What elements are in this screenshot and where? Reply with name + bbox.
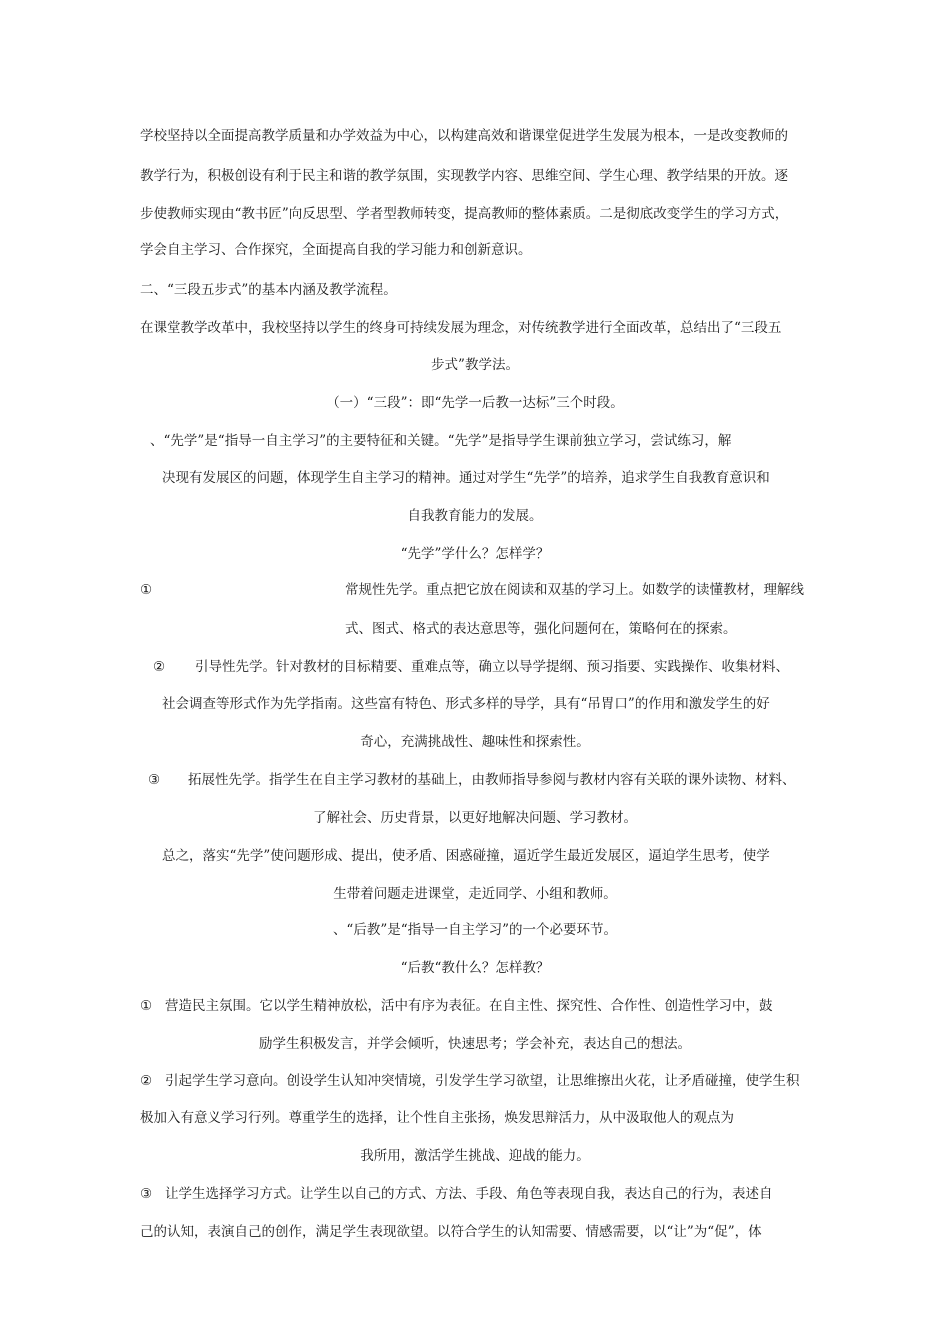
subsection-heading: 、“后教”是“指导一自主学习”的一个必要环节。 <box>332 922 618 938</box>
text-line: 营造民主氛围。它以学生精神放松，活中有序为表征。在自主性、探究性、合作性、创造性学习中，鼓 <box>165 998 773 1014</box>
question-heading: “后教“教什么？怎样教？ <box>400 960 550 976</box>
text-line: 社会调查等形式作为先学指南。这些富有特色、形式多样的导学，具有“吊胃口”的作用和激发学生的好 <box>162 696 770 712</box>
text-line: 引导性先学。针对教材的目标精要、重难点等，确立以导学提纲、预习指要、实践操作、收集材料、 <box>195 659 789 675</box>
list-number: ① <box>140 998 153 1014</box>
text-line: 在课堂教学改革中，我校坚持以学生的终身可持续发展为理念，对传统教学进行全面改革，总结出了“三段五 <box>140 320 782 336</box>
question-heading: “先学”学什么？怎样学？ <box>400 546 550 562</box>
text-line: 学校坚持以全面提高教学质量和办学效益为中心，以构建高效和谐课堂促进学生发展为根本，一是改变教师的 <box>140 128 788 144</box>
subsection-heading: （一）“三段”：即“先学一后教一达标”三个时段。 <box>326 395 624 411</box>
text-line: 自我教育能力的发展。 <box>407 508 543 524</box>
list-number: ③ <box>140 1186 153 1202</box>
text-line: 让学生选择学习方式。让学生以自己的方式、方法、手段、角色等表现自我，表达自己的行为，表述自 <box>165 1186 773 1202</box>
text-line: 总之，落实“先学”使问题形成、提出，使矛盾、困惑碰撞，逼近学生最近发展区，逼迫学生思考，使学 <box>162 848 770 864</box>
text-line: 己的认知，表演自己的创作，满足学生表现欲望。以符合学生的认知需要、情感需要，以“让”为“促”，体 <box>140 1224 762 1240</box>
text-line: 教学行为，积极创设有利于民主和谐的教学氛围，实现教学内容、思维空间、学生心理、教学结果的开放。逐 <box>140 168 788 184</box>
text-line: 学会自主学习、合作探究，全面提高自我的学习能力和创新意识。 <box>140 242 532 258</box>
list-number: ② <box>140 1073 153 1089</box>
text-line: 步式”教学法。 <box>431 357 519 373</box>
text-line: 步使教师实现由“教书匠”向反思型、学者型教师转变，提高教师的整体素质。二是彻底改变学生的学习方式， <box>140 206 789 222</box>
text-line: 生带着问题走进课堂，走近同学、小组和教师。 <box>333 886 617 902</box>
text-line: 、“先学”是“指导一自主学习”的主要特征和关键。“先学”是指导学生课前独立学习，尝试练习，解 <box>150 433 732 449</box>
text-line: 我所用，激活学生挑战、迎战的能力。 <box>360 1148 590 1164</box>
text-line: 极加入有意义学习行列。尊重学生的选择，让个性自主张扬，焕发思辩活力，从中汲取他人的观点为 <box>140 1110 734 1126</box>
text-line: 拓展性先学。指学生在自主学习教材的基础上，由教师指导参阅与教材内容有关联的课外读物、材料、 <box>188 772 796 788</box>
text-line: 式、图式、格式的表达意思等，强化问题何在，策略何在的探索。 <box>345 621 737 637</box>
text-line: 决现有发展区的问题，体现学生自主学习的精神。通过对学生“先学”的培养，追求学生自我教育意识和 <box>162 470 770 486</box>
section-heading: 二、“三段五步式”的基本内涵及教学流程。 <box>140 282 397 298</box>
text-line: 了解社会、历史背景，以更好地解决问题、学习教材。 <box>313 810 637 826</box>
text-line: 励学生积极发言，并学会倾听，快速思考；学会补充，表达自己的想法。 <box>259 1036 691 1052</box>
text-line: 引起学生学习意向。创设学生认知冲突情境，引发学生学习欲望，让思维擦出火花，让矛盾碰撞，使学生积 <box>165 1073 800 1089</box>
text-line: 奇心，充满挑战性、趣味性和探索性。 <box>360 734 590 750</box>
list-number: ② <box>153 659 166 675</box>
list-number: ① <box>140 582 153 598</box>
text-line: 常规性先学。重点把它放在阅读和双基的学习上。如数学的读懂教材，理解线 <box>345 582 804 598</box>
list-number: ③ <box>148 772 161 788</box>
